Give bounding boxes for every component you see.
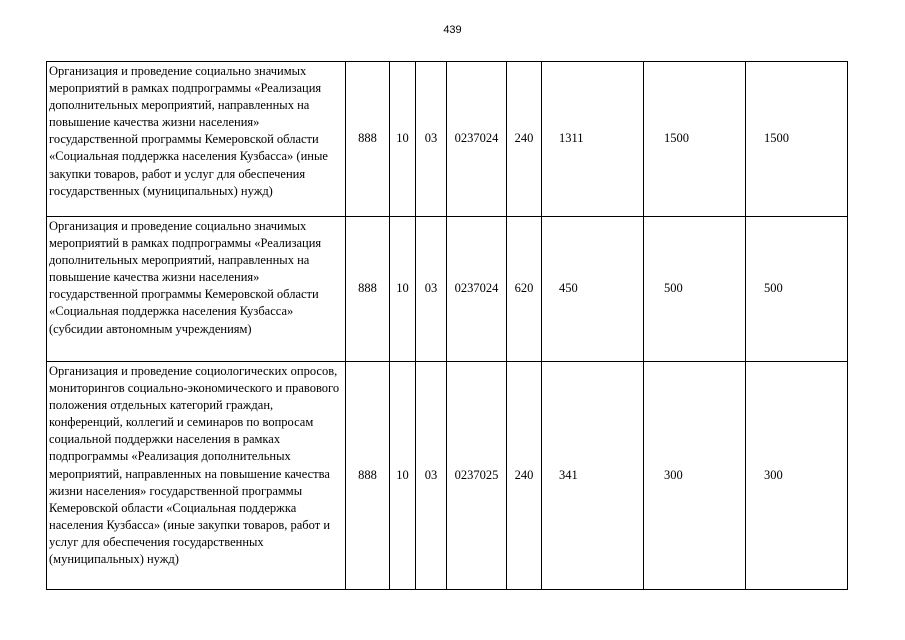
amount-year-1: 341 <box>542 362 644 590</box>
ministry-code: 888 <box>346 217 390 362</box>
amount-year-3: 500 <box>746 217 848 362</box>
amount-year-3: 1500 <box>746 62 848 217</box>
amount-year-2: 500 <box>644 217 746 362</box>
amount-year-3: 300 <box>746 362 848 590</box>
expense-type-code: 240 <box>507 62 542 217</box>
table-row <box>47 362 848 590</box>
expense-type-code: 240 <box>507 362 542 590</box>
budget-table <box>46 61 848 590</box>
table-row <box>47 217 848 362</box>
row-description: Организация и проведение социально значимых мероприятий в рамках подпрограммы «Реализация дополнительных мероприятий, направленных на повышение качества жизни населения» государственной программы Кемеровской области «Социальная поддержка населения Кузбасса» (иные закупки товаров, работ и услуг для обеспечения государственных (муниципальных) нужд) <box>47 62 346 217</box>
ministry-code: 888 <box>346 362 390 590</box>
subsection-code: 03 <box>416 217 447 362</box>
ministry-code: 888 <box>346 62 390 217</box>
target-article-code: 0237024 <box>447 217 507 362</box>
row-description: Организация и проведение социологических опросов, мониторингов социально-экономического и правового положения отдельных категорий граждан, конференций, коллегий и семинаров по вопросам социальной поддержки населения в рамках подпрограммы «Реализация дополнительных мероприятий, направленных на повышение качества жизни населения» государственной программы Кемеровской области «Социальная поддержка населения Кузбасса» (иные закупки товаров, работ и услуг для обеспечения государственных (муниципальных) нужд) <box>47 362 346 590</box>
section-code: 10 <box>390 217 416 362</box>
amount-year-2: 300 <box>644 362 746 590</box>
target-article-code: 0237024 <box>447 62 507 217</box>
amount-year-1: 1311 <box>542 62 644 217</box>
section-code: 10 <box>390 362 416 590</box>
page-number: 439 <box>443 24 462 36</box>
subsection-code: 03 <box>416 62 447 217</box>
subsection-code: 03 <box>416 362 447 590</box>
section-code: 10 <box>390 62 416 217</box>
target-article-code: 0237025 <box>447 362 507 590</box>
amount-year-2: 1500 <box>644 62 746 217</box>
amount-year-1: 450 <box>542 217 644 362</box>
table-row <box>47 62 848 217</box>
expense-type-code: 620 <box>507 217 542 362</box>
row-description: Организация и проведение социально значимых мероприятий в рамках подпрограммы «Реализация дополнительных мероприятий, направленных на повышение качества жизни населения» государственной программы Кемеровской области «Социальная поддержка населения Кузбасса» (субсидии автономным учреждениям) <box>47 217 346 362</box>
